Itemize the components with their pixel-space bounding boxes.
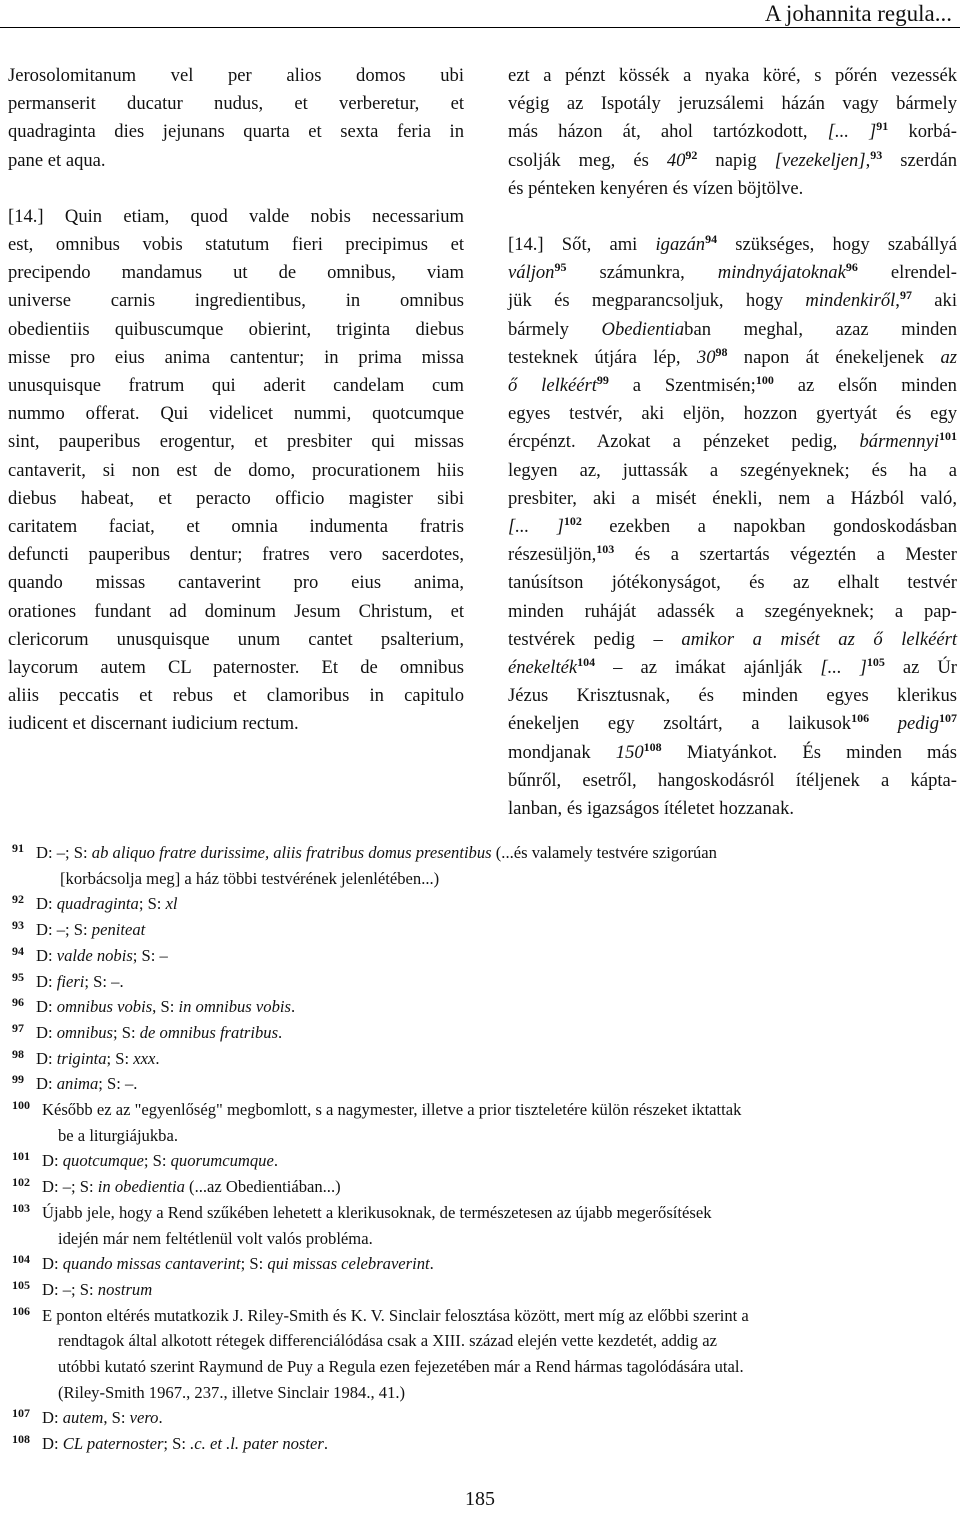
text-line: defuncti pauperibus dentur; fratres vero sacerdotes, (8, 544, 464, 566)
text-line: bűnről, esetről, hangoskodásról ítéljenek a kápta- (508, 769, 957, 791)
footnote-ref: 94 (705, 232, 718, 247)
text-line: jük és megparancsoljuk, hogy mindenkiről,$^{97}$ aki (508, 288, 957, 312)
footnote-ref: 102 (563, 514, 582, 529)
footnote-96: 96 D: omnibus vobis, S: in omnibus vobis. (12, 994, 952, 1020)
footnote-number: 106 (12, 1303, 30, 1318)
latin-paragraph-2 (8, 203, 464, 739)
footnote-number: 103 (12, 1200, 30, 1215)
text-line: obedientiis quibuscumque obierint, triginta diebus (8, 318, 464, 340)
footnote-95: 95 D: fieri; S: –. (12, 969, 952, 995)
footnote-104: 104 D: quando missas cantaverint; S: qui missas celebraverint. (12, 1251, 952, 1277)
footnote-number: 94 (12, 943, 24, 958)
text-line: precipendo mandamus ut de omnibus, viam (8, 262, 464, 284)
text-line: universe carnis ingredientibus, in omnibus (8, 290, 464, 312)
footnote-ref: 95 (554, 260, 567, 275)
text-line: caritatem faciat, et omnia indumenta fratris (8, 516, 464, 538)
running-title: A johannita regula... (764, 1, 952, 26)
footnote-93: 93 D: –; S: peniteat (12, 917, 952, 943)
footnote-ref: 96 (845, 260, 858, 275)
text-line: sint, pauperibus erogentur, et presbiter qui missas (8, 431, 464, 453)
footnote-107: 107 D: autem, S: vero. (12, 1405, 952, 1431)
hungarian-paragraph-2 (508, 231, 957, 823)
text-line: csolják meg, és $40^{92}$ napig [vezekeljen],$^{93}$ szerdán (508, 147, 958, 171)
text-line: quando missas cantaverint pro eius anima, (8, 572, 464, 594)
footnote-ref: 107 (939, 711, 957, 726)
text-line: ő lelkéért$^{99}$ a Szentmisén;$^{100}$ az elsőn minden (508, 373, 957, 397)
text-line: énekelték$^{104}$ – az imákat ajánlják [... ]$^{105}$ az Úr (508, 655, 957, 679)
hungarian-column (508, 62, 957, 823)
footnote-ref: 108 (643, 739, 662, 754)
footnote-ref: 99 (596, 373, 609, 388)
footnote-ref: 101 (939, 429, 957, 444)
footnote-number: 101 (12, 1149, 30, 1164)
text-line: ércpénzt. Azokat a pénzeket pedig, bármennyi$^{101}$ (508, 429, 957, 453)
text-line: egyes testvér, aki eljön, hozzon gyertyát és egy (508, 403, 957, 425)
footnote-105: 105 D: –; S: nostrum (12, 1277, 952, 1303)
footnote-ref: 105 (866, 655, 885, 670)
footnote-98: 98 D: triginta; S: xxx. (12, 1046, 952, 1072)
text-line: iudicent et discernant iudicium rectum. (8, 713, 299, 735)
footnote-ref: 91 (876, 119, 889, 134)
text-line: részesüljön,$^{103}$ és a szertartás végeztén a Mester (508, 542, 957, 566)
text-line: énekeljen egy zsoltárt, a laikusok$^{106}$ pedig$^{107}$ (508, 711, 957, 735)
text-line: presbiter, aki a misét énekli, nem a Házból való, (508, 487, 957, 509)
footnote-number: 93 (12, 918, 24, 933)
text-line: bármely Obedientiaban meghal, azaz minden (508, 318, 957, 340)
footnote-100: 100 Később ez az "egyenlőség" megbomlott, s a nagymester, illetve a prior tiszteletére külön részeket iktattak be a liturgiájukba. (12, 1097, 952, 1148)
hungarian-paragraph-1 (508, 62, 957, 203)
text-line: [... ]$^{102}$ ezekben a napokban gondoskodásban (508, 514, 957, 538)
text-line: testeknek útjára lép, $30^{98}$ napon át énekeljenek az (508, 344, 957, 368)
text-line: mondjanak $150^{108}$ Miatyánkot. És minden más (508, 739, 957, 763)
footnote-92: 92 D: quadraginta; S: xl (12, 891, 952, 917)
text-line: pane et aqua. (8, 149, 106, 171)
footnote-number: 96 (12, 995, 24, 1010)
footnote-ref: 106 (851, 711, 870, 726)
text-line: Jézus Krisztusnak, és minden egyes klerikus (508, 685, 957, 707)
footnote-ref: 98 (715, 344, 728, 359)
footnote-number: 99 (12, 1072, 24, 1087)
footnote-91: 91 D: –; S: ab aliquo fratre durissime, aliis fratribus domus presentibus (...és valamely testvére szigorúan [korbácsolja meg] a ház többi testvérének jelenlétében...) (12, 840, 952, 891)
footnote-103: 103 Újabb jele, hogy a Rend szűkében lehetett a klerikusoknak, de természetesen az újabb megerősítések idején már nem feltétlenül volt valós probléma. (12, 1200, 952, 1251)
text-line: váljon$^{95}$ számunkra, mindnyájatoknak$^{96}$ elrendel- (508, 260, 957, 284)
text-line: unusquisque fratrum qui aderit candelam cum (8, 375, 464, 397)
footnote-108: 108 D: CL paternoster; S: .c. et .l. pater noster. (12, 1431, 952, 1457)
footnote-ref: 104 (577, 655, 596, 670)
text-line: clericorum unusquisque unum cantet psalterium, (8, 628, 464, 650)
footnote-102: 102 D: –; S: in obedientia (...az Obedientiában...) (12, 1174, 952, 1200)
text-line: [14.] Sőt, ami igazán$^{94}$ szükséges, hogy szabállyá (508, 232, 957, 256)
running-header (0, 0, 960, 28)
footnote-number: 105 (12, 1277, 30, 1292)
footnote-97: 97 D: omnibus; S: de omnibus fratribus. (12, 1020, 952, 1046)
text-line: más házon át, ahol tartózkodott, [... ]$^{91}$ korbá- (508, 119, 957, 143)
footnote-ref: 92 (685, 147, 698, 162)
footnote-number: 104 (12, 1252, 30, 1267)
footnote-106: 106 E ponton eltérés mutatkozik J. Riley-Smith és K. V. Sinclair felosztása között, mert míg az előbbi szerint a rendtagok által alkotott rétegek differenciálódása csak a XIII. század elején vette kezdetét, addig az utóbbi kutató szerint Raymund de Puy a Regula ezen fejezetében már a Rend hármas tagolódására utal. (Riley-Smith 1967., 237., illetve Sinclair 1984., 41.) (12, 1303, 952, 1406)
text-line: permanserit ducatur nudus, et verberetur, et (8, 93, 464, 115)
text-line: est, omnibus vobis statutum fieri precipimus et (8, 234, 464, 256)
footnote-94: 94 D: valde nobis; S: – (12, 943, 952, 969)
footnote-101: 101 D: quotcumque; S: quorumcumque. (12, 1148, 952, 1174)
footnote-number: 107 (12, 1406, 30, 1421)
footnote-number: 92 (12, 892, 24, 907)
text-line: aliis peccatis et rebus et clamoribus in capitulo (8, 685, 464, 707)
footnote-99: 99 D: anima; S: –. (12, 1071, 952, 1097)
text-line: végig az Ispotály jeruzsálemi házán vagy bármely (508, 93, 957, 115)
footnote-number: 102 (12, 1175, 30, 1190)
text-line: minden ruháját adassék a szegényeknek; a pap- (508, 600, 957, 622)
text-line: cantaverit, si non est de domo, procurationem hiis (8, 459, 464, 481)
text-line: orationes fundant ad dominum Jesum Christum, et (8, 600, 464, 622)
latin-column (8, 62, 464, 739)
footnote-number: 91 (12, 841, 24, 855)
text-line: Jerosolomitanum vel per alios domos ubi (8, 65, 464, 86)
text-line: lanban, és igazságos ítéletet hozzanak. (508, 798, 795, 820)
text-line: nummo offerat. Qui videlicet nummi, quotcumque (8, 403, 464, 425)
text-line: legyen az, juttassák a szegényeknek; és ha a (508, 459, 957, 481)
text-line: quadraginta dies jejunans quarta et sexta feria in (8, 121, 464, 143)
text-line: laycorum autem CL paternoster. Et de omnibus (8, 657, 464, 679)
footnotes (12, 840, 952, 1457)
footnote-ref: 93 (870, 147, 883, 162)
text-line: misse pro eius anima cantentur; in prima missa (8, 346, 464, 368)
footnote-number: 100 (12, 1098, 30, 1113)
footnote-number: 98 (12, 1046, 24, 1061)
footnote-ref: 100 (755, 373, 774, 388)
text-line: testvérek pedig – amikor a misét az ő lelkéért (508, 628, 957, 650)
text-line: [14.] Quin etiam, quod valde nobis necessarium (8, 205, 464, 227)
text-line: és pénteken kenyéren és vízen böjtölve. (508, 177, 804, 199)
text-line: tanúsítson jótékonyságot, és az elhalt testvér (508, 572, 957, 594)
text-line: ezt a pénzt kössék a nyaka köré, s pőrén vezessék (508, 65, 957, 86)
footnote-number: 97 (12, 1020, 24, 1035)
footnote-number: 95 (12, 969, 24, 984)
footnote-number: 108 (12, 1432, 30, 1447)
footnote-ref: 103 (596, 542, 615, 557)
text-line: diebus habeat, et peracto officio magister sibi (8, 487, 464, 509)
latin-paragraph-1 (8, 62, 464, 175)
page-number: 185 (465, 1488, 495, 1510)
footnote-ref: 97 (899, 288, 912, 303)
